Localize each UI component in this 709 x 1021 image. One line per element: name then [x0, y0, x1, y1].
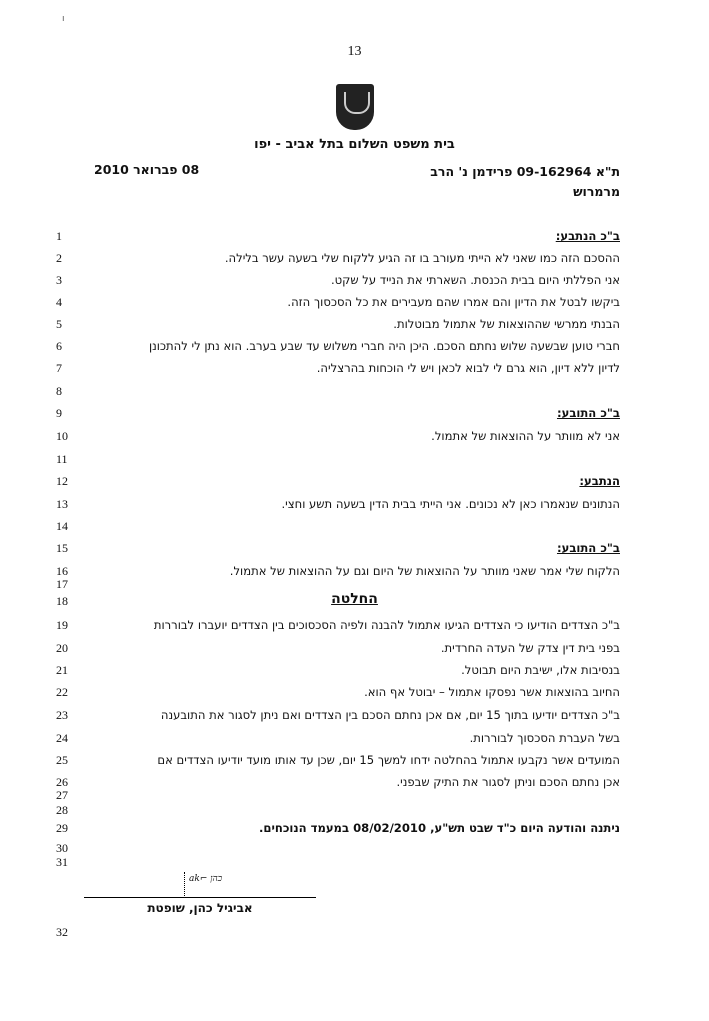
line-number: 6	[56, 339, 62, 353]
line-number: 22	[56, 685, 68, 699]
line-number: 21	[56, 663, 68, 677]
decision-heading: החלטה	[331, 591, 378, 607]
line-number: 23	[56, 708, 68, 722]
line-number: 10	[56, 429, 68, 443]
line-number: 30	[56, 841, 68, 855]
line-text: הבנתי ממרשי שההוצאות של אתמול מבוטלות.	[393, 317, 620, 331]
line-number: 16	[56, 564, 68, 578]
handwritten-signature: ak⌐ כהן	[184, 872, 222, 896]
line-text: בשל העברת הסכסוך לבוררות.	[469, 731, 620, 745]
line-number: 28	[56, 803, 68, 817]
speaker-heading: ב"כ התובע:	[556, 541, 620, 555]
speaker-heading: הנתבע:	[579, 474, 620, 488]
line-number: 11	[56, 452, 68, 466]
line-number: 31	[56, 855, 68, 869]
state-emblem-icon	[336, 84, 374, 130]
line-number: 13	[56, 497, 68, 511]
line-number: 19	[56, 618, 68, 632]
line-text: הנתונים שנאמרו כאן לא נכונים. אני הייתי בבית הדין בשעה תשע וחצי.	[281, 497, 620, 511]
line-text: אני לא מוותר על ההוצאות של אתמול.	[431, 429, 620, 443]
line-number: 32	[56, 925, 68, 939]
line-number: 26	[56, 775, 68, 789]
line-number: 4	[56, 295, 62, 309]
court-name: בית משפט השלום בתל אביב - יפו	[254, 137, 455, 152]
page-number: 13	[347, 44, 362, 59]
line-text: ההסכם הזה כמו שאני לא הייתי מעורב בו זה הגיע ללקוח שלי בשעה עשר בלילה.	[224, 251, 620, 265]
case-title-line2: מרמרוש	[573, 184, 620, 199]
line-text: אכן נחתם הסכם וניתן לסגור את התיק שבפני.	[396, 775, 620, 789]
line-text: המועדים אשר נקבעו אתמול בהחלטה ידחו למשך 15 יום, שכן עד אותו מועד יודיעו הצדדים אם	[157, 753, 620, 767]
line-text: ב"כ הצדדים יודיעו בתוך 15 יום, אם אכן נחתם הסכם בין הצדדים ואם ניתן לסגור את התובענה	[160, 708, 620, 722]
line-text: בפני בית דין צדק של העדה החרדית.	[440, 641, 620, 655]
line-text: הלקוח שלי אמר שאני מוותר על ההוצאות של היום וגם על ההוצאות של אתמול.	[229, 564, 620, 578]
line-text: לדיון ללא דיון, הוא גרם לי לבוא לכאן ויש לי הוכחות בהרצליה.	[316, 361, 620, 375]
document-date: 08 פברואר 2010	[94, 162, 200, 177]
case-title	[430, 162, 620, 202]
line-number: 17	[56, 577, 68, 591]
line-number: 20	[56, 641, 68, 655]
line-number: 18	[56, 594, 68, 608]
line-text: החיוב בהוצאות אשר נפסקו אתמול – יבוטל אף הוא.	[364, 685, 620, 699]
signature-line	[84, 897, 316, 898]
scan-mark: ı	[62, 14, 65, 24]
line-number: 25	[56, 753, 68, 767]
line-number: 3	[56, 273, 62, 287]
case-title-line1: ת"א 09-162964 פרידמן נ' הרב	[430, 164, 620, 179]
speaker-heading: ב"כ התובע:	[556, 406, 620, 420]
line-number: 7	[56, 361, 62, 375]
line-text: ביקשו לבטל את הדיון והם אמרו שהם מעבירים את כל הסכסוך הזה.	[287, 295, 620, 309]
line-number: 1	[56, 229, 62, 243]
judge-signature: אביגיל כהן, שופטת	[147, 901, 253, 915]
line-number: 9	[56, 406, 62, 420]
line-text: בנסיבות אלו, ישיבת היום תבוטל.	[461, 663, 620, 677]
line-number: 5	[56, 317, 62, 331]
line-text: ב"כ הצדדים הודיעו כי הצדדים הגיעו אתמול להבנה ולפיה הסכסוכים בין הצדדים יועברו לבוררות	[153, 618, 620, 632]
line-number: 24	[56, 731, 68, 745]
line-number: 29	[56, 821, 68, 835]
line-number: 2	[56, 251, 62, 265]
speaker-heading: ב"כ הנתבע:	[555, 229, 620, 243]
line-text: אני הפללתי היום בבית הכנסת. השארתי את הנייד על שקט.	[330, 273, 620, 287]
line-number: 15	[56, 541, 68, 555]
line-number: 14	[56, 519, 68, 533]
line-text: ניתנה והודעה היום כ"ד שבט תש"ע, 08/02/2010 במעמד הנוכחים.	[258, 821, 620, 835]
line-number: 12	[56, 474, 68, 488]
line-number: 27	[56, 788, 68, 802]
line-text: חברי טוען שבשעה שלוש נחתם הסכם. היכן היה חברי משלוש עד שבע בערב. הוא נתן לי להתכונן	[148, 339, 620, 353]
line-number: 8	[56, 384, 62, 398]
